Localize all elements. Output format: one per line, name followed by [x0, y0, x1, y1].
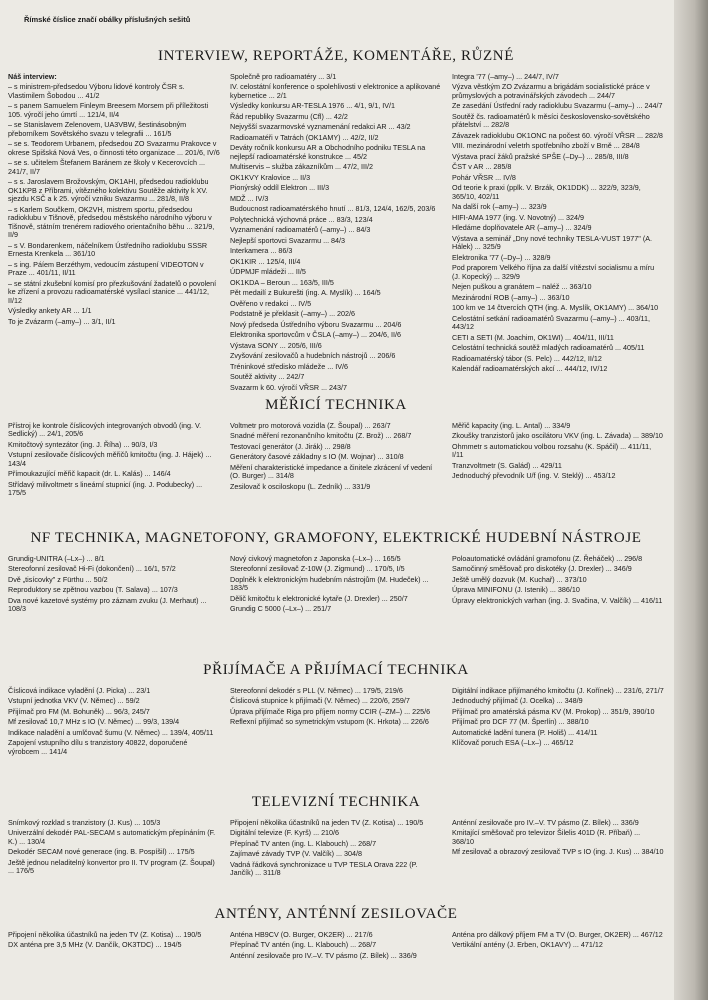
- index-entry: Reproduktory se zpětnou vazbou (T. Salava) ... 107/3: [8, 585, 178, 595]
- column-3: [452, 73, 664, 394]
- index-entry: – s ing. Páíem Berzéthym, vedoucím zástupení VIDEOTON v Praze ... 401/11, II/11: [8, 259, 204, 278]
- index-entry: Stereofonní dekodér s PLL (V. Němec) ... 179/5, 219/6: [230, 686, 403, 695]
- index-entry: Mf zesilovač a obrazový zesilovač TVP s IO (ing. J. Kus) ... 384/10: [452, 847, 664, 857]
- index-entry: Číslicová stupnice k přijímači (V. Němec) ... 220/6, 259/7: [230, 696, 410, 706]
- index-entry: Vertikální antény (J. Erben, OK1AVY) ... 471/12: [452, 940, 603, 950]
- index-entry: OK1KIR ... 125/4, III/4: [230, 256, 301, 266]
- index-entry: Soutěž čs. radioamatérů k měsíci československo-sovětského přátelství ... 282/8: [452, 111, 650, 130]
- index-entry: Dekodér SECAM nové generace (ing. B. Pospíšil) ... 175/5: [8, 847, 195, 857]
- section-televizni: [8, 794, 664, 880]
- index-entry: Celostátní setkání radioamatérů Svazarmu (–amy–) ... 403/11, 443/12: [452, 313, 651, 332]
- index-entry: Radioamatérský tábor (S. Pelc) ... 442/12, II/12: [452, 353, 602, 363]
- index-entry: Univerzální dekodér PAL-SECAM s automatickým přepínáním (F. K.) ... 130/4: [8, 828, 216, 846]
- entries: [452, 931, 664, 950]
- entries: [452, 422, 664, 481]
- index-entry: Tranzvoltmetr (S. Galád) ... 429/11: [452, 460, 562, 470]
- index-entry: Zvyšování zesilovačů a hudebních nástrojů ... 206/6: [230, 351, 396, 361]
- index-entry: Přijímač pro amatérská pásma KV (M. Prokop) ... 351/9, 390/10: [452, 706, 655, 716]
- index-entry: Reflexní přijímač so symetrickým vstupom (K. Hrkota) ... 226/6: [230, 717, 429, 727]
- index-entry: Zesilovač k osciloskopu (L. Zedník) ... 331/9: [230, 481, 371, 491]
- index-entry: Multiservis – služba zákazníkům ... 47/2, III/2: [230, 162, 374, 172]
- index-entry: – se s. Teodorem Urbanem, předsedou ZO Svazarmu Prakovce v okrese Spišská Nová Ves, o činnosti této organizace ... 201/6, IV/6: [8, 139, 220, 157]
- section-title: PŘIJÍMAČE A PŘIJÍMACÍ TECHNIKA: [203, 662, 469, 678]
- index-entry: Klíčovač poruch ESA (–Lx–) ... 465/12: [452, 738, 574, 748]
- column-1: [8, 931, 220, 962]
- index-entry: – se Stanislavem Zelenovem, UA3VBW, šestinásobným přeborníkem Sovětského svazu v telegrafii ... 161/5: [8, 120, 187, 138]
- index-entry: Snímkový rozklad s tranzistory (J. Kus) ... 105/3: [8, 818, 161, 827]
- entries: [452, 73, 664, 374]
- index-entry: Deváty ročník konkursu AR a Obchodního podniku TESLA na nejlepší radioamatérské konstrukce ... 45/2: [230, 143, 426, 161]
- column-1: [8, 555, 220, 616]
- index-entry: Pod praporem Velkého října za další vítězství socialismu a míru (J. Kopecký) ... 329/9: [452, 263, 655, 281]
- index-entry: Snadné měření rezonančního kmitočtu (Z. Brož) ... 268/7: [230, 431, 412, 441]
- index-entry: Od teorie k praxi (pplk. V. Brzák, OK1DDK) ... 322/9, 323/9, 365/10, 402/11: [452, 183, 641, 201]
- index-entry: Automatické ladění tunera (P. Holiš) ... 414/11: [452, 727, 598, 737]
- section-interview: [8, 48, 664, 394]
- index-entry: Stereofonní zesilovač Hi-Fi (dokončení) ... 16/1, 57/2: [8, 564, 176, 574]
- column-2: [230, 819, 442, 880]
- index-entry: Kalendář radioamatérských akcí ... 444/12, IV/12: [452, 364, 608, 374]
- index-entry: Anténa HB9CV (O. Burger, OK2ER) ... 217/6: [230, 930, 373, 939]
- index-entry: Nejen puškou a granátem – naléž ... 363/10: [452, 282, 592, 292]
- index-entry: HIFI-AMA 1977 (ing. V. Novotný) ... 324/9: [452, 212, 584, 222]
- section-anteny: [8, 906, 664, 962]
- index-entry: Kmitající směšovač pro televizor Šilelis 401D (R. Příbaň) ... 368/10: [452, 828, 641, 846]
- index-entry: Ohmmetr s automatickou volbou rozsahu (K. Spáčil) ... 411/11, I/11: [452, 441, 652, 460]
- index-entry: Úpravy elektronických varhan (ing. J. Svačina, V. Valčík) ... 416/11: [452, 595, 663, 605]
- column-3: [452, 422, 664, 500]
- column-1: [8, 687, 220, 758]
- column-2: [230, 687, 442, 758]
- index-entry: Grundig C 5000 (–Lx–) ... 251/7: [230, 604, 332, 614]
- index-entry: Přepínač TV antén (ing. L. Klabouch) ... 268/7: [230, 940, 377, 950]
- index-entry: Vstupní jednotka VKV (V. Němec) ... 59/2: [8, 696, 140, 706]
- index-entry: Ze zasedání Ústřední rady radioklubu Svazarmu (–amy–) ... 244/7: [452, 101, 663, 111]
- entries: [230, 819, 442, 878]
- index-entry: OK1KDA – Beroun ... 163/5, III/5: [230, 277, 334, 287]
- index-entry: – s Karlem Součkem, OK2VH, mistrem sportu, předsedou radioklubu v Tišnově, předsedou městského národního výboru v Tišnově, státním trenérem radiového orientačního běhu ... 321/9, II/9: [8, 204, 215, 240]
- index-entry: Úprava přijímače Riga pro příjem normy CCIR (–ZM–) ... 225/6: [230, 706, 431, 716]
- index-entry: Mf zesilovač 10,7 MHz s IO (V. Němec) ... 99/3, 139/4: [8, 717, 180, 727]
- index-entry: Ještě jednou neladitelný konvertor pro II. TV program (Z. Šoupal) ... 176/5: [8, 857, 215, 876]
- column-1: [8, 73, 220, 394]
- index-entry: Svazarm k 60. výročí VŘSR ... 243/7: [230, 382, 348, 392]
- entries: [452, 555, 664, 605]
- index-entry: OK1KVY Kralovice ... II/3: [230, 172, 311, 182]
- index-entry: Přijímač pro DCF 77 (M. Šperlín) ... 388/10: [452, 717, 589, 727]
- index-entry: Výsledky ankety AR ... 1/1: [8, 306, 92, 316]
- index-entry: Stereofonní zesilovač Z-10W (J. Zigmund) ... 170/5, I/5: [230, 564, 405, 574]
- index-entry: Vadná řádková synchronizace u TVP TESLA Orava 222 (P. Jančík) ... 311/8: [230, 859, 418, 878]
- index-entry: Ověřeno v redakci ... IV/5: [230, 298, 312, 308]
- index-entry: Dva nové kazetové systémy pro záznam zvuku (J. Merhaut) ... 108/3: [8, 595, 207, 614]
- index-entry: Testovací generátor (J. Jirák) ... 298/8: [230, 441, 351, 451]
- column-2: [230, 73, 442, 394]
- column-1: [8, 422, 220, 500]
- index-entry: – se státní zkušební komisí pro přezkušování žadatelů o povolení ke zřízení a provozu radioamatérské vysílací stanice ... 441/12, II/12: [8, 278, 217, 305]
- index-entry: Výsledky konkursu AR-TESLA 1976 ... 4/1, 9/1, IV/1: [230, 101, 395, 111]
- index-entry: Samočinný směšovač pro diskotéky (J. Drexler) ... 346/9: [452, 564, 632, 574]
- index-entry: Nový civkový magnetofon z Japonska (–Lx–) ... 165/5: [230, 554, 401, 563]
- index-entry: Pionýrský oddíl Elektron ... III/3: [230, 183, 330, 193]
- index-entry: Zkoušky tranzistorů jako oscilátoru VKV (ing. L. Závada) ... 389/10: [452, 431, 663, 441]
- entries: [230, 555, 442, 614]
- index-entry: Elektronika '77 (–Dy–) ... 328/9: [452, 252, 551, 262]
- column-2: [230, 931, 442, 962]
- entries: [230, 687, 442, 727]
- section-title: ANTÉNY, ANTÉNNÍ ZESILOVAČE: [214, 906, 458, 922]
- index-entry: Indikace naladění a umlčovač šumu (V. Němec) ... 139/4, 405/11: [8, 727, 214, 737]
- index-entry: Generátory časové základny s IO (M. Wojnar) ... 310/8: [230, 452, 404, 462]
- index-entry: Dělič kmitočtu k elektronické kytaře (J. Drexler) ... 250/7: [230, 593, 408, 603]
- index-entry: Řád republiky Svazarmu (Cfl) ... 42/2: [230, 111, 348, 121]
- entries: [8, 931, 220, 950]
- index-entry: Anténa pro dálkový příjem FM a TV (O. Burger, OK2ER) ... 467/12: [452, 930, 663, 939]
- index-entry: Úprava MINIFONU (J. Istenik) ... 386/10: [452, 585, 580, 595]
- index-entry: Nejvyšší svazarmovské vyznamenání redakci AR ... 43/2: [230, 122, 411, 132]
- book-spine-shadow: [674, 0, 708, 1000]
- entries: [8, 555, 220, 614]
- column-2: [230, 422, 442, 500]
- top-note: Římské číslice značí obálky příslušných sešitů: [24, 15, 191, 24]
- index-entry: CETI a SETI (M. Joachim, OK1WI) ... 404/11, III/11: [452, 332, 614, 342]
- index-entry: Tréninkové středisko mládeže ... IV/6: [230, 361, 348, 371]
- index-entry: Výstava prací žáků pražské SPŠE (–Dy–) ... 285/8, III/8: [452, 151, 629, 161]
- index-entry: Přepínač TV anten (ing. L. Klabouch) ... 268/7: [230, 838, 377, 848]
- index-entry: 100 km ve 14 čtvercích QTH (ing. A. Myslík, OK1AMY) ... 364/10: [452, 303, 659, 313]
- index-entry: Přímoukazující měřič kapacit (dr. L. Kalás) ... 146/4: [8, 469, 171, 479]
- index-entry: Anténní zesilovače pro IV.–V. TV pásmo (Z. Bílek) ... 336/9: [230, 950, 417, 960]
- index-entry: – s panem Samuelem Finleym Breesem Morsem při příležitosti 105. výročí jeho úmrtí ... 121/4, II/4: [8, 101, 209, 119]
- index-entry: Digitální indikace přijímaného kmitočtu (J. Kořínek) ... 231/6, 271/7: [452, 686, 664, 695]
- index-entry: Výstava SONY ... 205/6, III/6: [230, 340, 322, 350]
- index-entry: Soutěž aktivity ... 242/7: [230, 372, 305, 382]
- index-entry: ÚDPMJF mládeži ... II/5: [230, 267, 306, 277]
- index-entry: Vstupní zesilovače číslicových měřičů kmitočtu (ing. J. Hájek) ... 143/4: [8, 450, 212, 468]
- index-entry: Interkamera ... 86/3: [230, 246, 293, 256]
- index-entry: Měření charakteristické impedance a činitele zkrácení vf vedení (O. Burger) ... 314/8: [230, 462, 433, 481]
- index-entry: To je Zvázarm (–amy–) ... 3/1, II/1: [8, 316, 116, 326]
- entries: [230, 422, 442, 491]
- index-entry: Společně pro radioamatéry ... 3/1: [230, 72, 337, 81]
- section-title: MĚŘICÍ TECHNIKA: [265, 397, 407, 413]
- index-entry: Celostátní technická soutěž mladých radioamatérů ... 405/11: [452, 343, 645, 353]
- index-entry: Kmitočtový syntezátor (ing. J. Říha) ... 90/3, I/3: [8, 439, 158, 449]
- index-entry: Digitální televize (F. Kyrš) ... 210/6: [230, 828, 340, 838]
- column-2: [230, 555, 442, 616]
- index-entry: Dvě „tisícovky" z Fürthu ... 50/2: [8, 574, 108, 584]
- section-title: NF TECHNIKA, MAGNETOFONY, GRAMOFONY, ELEKTRICKÉ HUDEBNÍ NÁSTROJE: [30, 530, 642, 546]
- index-entry: Hledáme doplňovatele AR (–amy–) ... 324/9: [452, 223, 592, 233]
- entries: [8, 422, 220, 498]
- index-entry: Výstava a seminář „Dny nové techniky TESLA-VUST 1977" (A. Hálek) ... 325/9: [452, 233, 653, 252]
- index-entry: Na další rok (–amy–) ... 323/9: [452, 202, 547, 212]
- index-entry: IV. celostátní konference o spolehlivosti v elektronice a aplikované kybernetice ... 2/1: [230, 82, 441, 100]
- index-entry: DX anténa pre 3,5 MHz (V. Dančík, OK3TDC) ... 194/5: [8, 940, 182, 950]
- index-entry: – s V. Bondarenkem, náčelníkem Ústředního radioklubu SSSR Ernesta Krenkela ... 361/10: [8, 240, 208, 259]
- column-3: [452, 687, 664, 758]
- entries: [8, 687, 220, 756]
- index-entry: Poloautomatické ovládání gramofonu (Z. Řeháček) ... 296/8: [452, 554, 643, 563]
- entries: [230, 931, 442, 960]
- column-3: [452, 819, 664, 880]
- index-entry: Číslicová indikace vyladění (J. Picka) ... 23/1: [8, 686, 151, 695]
- index-entry: Integra '77 (–amy–) ... 244/7, IV/7: [452, 72, 559, 81]
- section-title: INTERVIEW, REPORTÁŽE, KOMENTÁŘE, RŮZNÉ: [158, 48, 514, 64]
- section-prijimace: [8, 662, 664, 758]
- index-entry: Nový předseda Ústředního výboru Svazarmu ... 204/6: [230, 319, 402, 329]
- index-entry: Polytechnická výchovná práce ... 83/3, 123/4: [230, 214, 373, 224]
- index-entry: Pohár VŘSR ... IV/8: [452, 172, 516, 182]
- index-entry: Jednoduchý přijímač (J. Ocelka) ... 348/9: [452, 696, 583, 706]
- index-entry: ČST v AR ... 285/8: [452, 162, 512, 172]
- index-entry: MDŽ ... IV/3: [230, 193, 269, 203]
- index-entry: Jednoduchý převodník U/f (ing. V. Steklý) ... 453/12: [452, 471, 616, 481]
- entries: [8, 819, 220, 876]
- index-entry: Anténní zesilovače pro IV.–V. TV pásmo (Z. Bílek) ... 336/9: [452, 818, 639, 827]
- index-entry: Grundig-UNITRA (–Lx–) ... 8/1: [8, 554, 105, 563]
- intro-label: Náš interview:: [8, 72, 57, 81]
- section-meritechnika: [8, 397, 664, 500]
- index-entry: Elektronika sportovcům v ČSLA (–amy–) ... 204/6, II/6: [230, 330, 401, 340]
- column-3: [452, 555, 664, 616]
- index-entry: Závazek radioklubu OK1ONC na počest 60. výročí VŘSR ... 282/8: [452, 130, 663, 140]
- index-entry: Doplněk k elektronickým hudebním nástrojům (M. Hudeček) ... 183/5: [230, 574, 429, 593]
- index-entry: Vyznamenání radioamatérů (–amy–) ... 84/3: [230, 225, 371, 235]
- index-entry: – se s. učitelem Štefanem Baránem ze školy v Kecerovcích ... 241/7, II/7: [8, 158, 205, 176]
- column-3: [452, 931, 664, 962]
- index-entry: – s ministrem-předsedou Výboru lidové kontroly ČSR s. Vlastimilem Šobodou ... 41/2: [8, 82, 185, 100]
- column-1: [8, 819, 220, 880]
- index-entry: Připojení několika účastníků na jeden TV (Z. Kotisa) ... 190/5: [8, 930, 202, 939]
- index-entry: Střídavý milivoltmetr s lineární stupnicí (ing. J. Podubecky) ... 175/5: [8, 479, 203, 498]
- entries: [452, 687, 664, 748]
- index-entry: Voltmetr pro motorová vozidla (Z. Šoupal) ... 263/7: [230, 421, 391, 430]
- index-entry: Pět medailí z Bukurešti (ing. A. Myslík) ... 164/5: [230, 288, 381, 298]
- index-entry: Připojení několika účastníků na jeden TV (Z. Kotisa) ... 190/5: [230, 818, 424, 827]
- index-entry: Výzva věstkým ZO Zvázarmu a brigádám socialistické práce v průmyslových a potravinářských závodech ... 244/7: [452, 82, 650, 100]
- index-entry: Nejlepší sportovci Svazarmu ... 84/3: [230, 235, 346, 245]
- entries: [8, 83, 220, 326]
- index-entry: Mezinárodní ROB (–amy–) ... 363/10: [452, 292, 570, 302]
- index-entry: Radioamatéři v Tatrách (OK1AMY) ... 42/2, II/2: [230, 132, 379, 142]
- section-title: TELEVIZNÍ TECHNIKA: [251, 794, 421, 810]
- entries: [452, 819, 664, 857]
- index-entry: Ještě umělý dozvuk (M. Kuchař) ... 373/10: [452, 574, 587, 584]
- index-entry: Zajímavé závady TVP (V. Valčík) ... 304/8: [230, 849, 362, 859]
- index-entry: Přístroj ke kontrole číslicových integrovaných obvodů (ing. V. Sedlický) ... 24/1, 205/6: [8, 421, 202, 439]
- index-entry: Měřič kapacity (ing. L. Antal) ... 334/9: [452, 421, 571, 430]
- index-entry: Přijímač pro FM (M. Bohuněk) ... 96/3, 245/7: [8, 706, 150, 716]
- index-entry: – s s. Jaroslavem Brožovským, OK1AHI, předsedou radioklubu OK1KPB z Příbrami, vítězného kolektivu Soutěže aktivity k XV. sjezdu KSČ a k 25. výročí vzniku Svazarmu ... 281/8, II/8: [8, 177, 209, 204]
- index-entry: Podstatně je překlasit (–amy–) ... 202/6: [230, 309, 356, 319]
- index-entry: Budoucnost radioamatérského hnutí ... 81/3, 124/4, 162/5, 203/6: [230, 204, 436, 214]
- index-entry: Zapojení vstupního dílu s tranzistory 40822, doporučené výrobcem ... 141/4: [8, 738, 188, 756]
- entries: [230, 73, 442, 392]
- index-entry: VIII. mezinárodní veletrh spotřebního zboží v Brně ... 284/8: [452, 141, 640, 151]
- section-nf-technika: [8, 530, 664, 616]
